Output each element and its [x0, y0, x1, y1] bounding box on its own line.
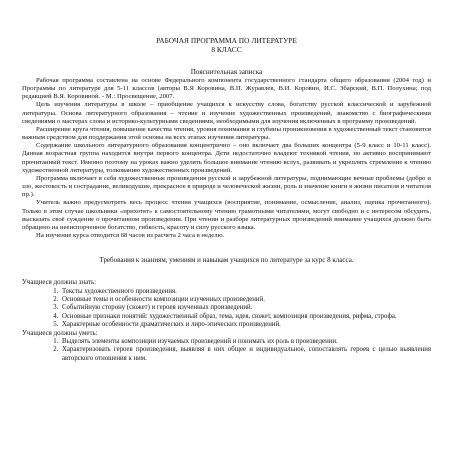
- paragraph: Программа включает в себя художественные произведения русской и зарубежной литературы, поднимающие вечные проблемы (добро и зло, жестокость и сострадание, великодушие, прекрасное в природе и человеческой жизни, роль и значение книги в жизни писателя и читателя пр.).: [22, 174, 431, 199]
- note-body: [22, 77, 431, 240]
- paragraph: Учитель важно предусмотреть весь процесс чтения учащихся (восприятие, понимание, осмысление, анализ, оценка прочитанного). Только в этом случае школьники «прихотят» к самостоятельному чтению грамотными читателями, могут свободно и с интересом обсудить, высказать своё суждение о прочитанном произведении. При чтении и разборе литературных произведений внимание учащихся должно быть обращено на нееиспорченное богатство, гибкость, красоту и силу русского языка.: [22, 199, 431, 231]
- paragraph: Содержание школьного литературного образования концентрично – оно включает два больших концентра (5-9 класс и 10-11 класс). Данная возрастная группа находится внутри первого концентра. Дети недостаточно владеют техникой чтения, но активно воспринимают прочитанный текст. Именно поэтому на уроках важно уделять большое внимание чтению вслух, развивать и укреплять стремление к чтению художественной литературы, толкованию художественных произведений.: [22, 142, 431, 174]
- note-heading: Пояснительная записка: [190, 68, 263, 76]
- list-item: 2. Характеризовать героев произведения, выявляя в них общее и индивидуальное, сопоставлять героев с целью выявления авторского отношения к ним.: [60, 346, 431, 363]
- paragraph: Цель изучения литературы в школе – приобщение учащихся к искусству слова, богатству русской классической и зарубежной литературы. Основа литературного образования – чтение и изучение художественных произведений, знакомство с биографическими сведениями о мастерах слова и историко-культурными сведениями, необходимыми для изучения включенных в программу произведений.: [22, 101, 431, 125]
- able-heading: Учащиеся должны уметь:: [22, 329, 98, 337]
- list-item: 3. Событийную сторону (сюжет) и героев изученных произведений.: [60, 304, 431, 312]
- paragraph: Расширение круга чтения, повышение качества чтения, уровня понимания и глубины проникновения в художественный текст становится важным средством для поддержания этой основы на всех этапах изучения литературы.: [22, 125, 431, 142]
- know-list: [22, 288, 431, 330]
- list-item: 1. Тексты художественного произведения.: [60, 288, 431, 296]
- list-item: 2. Основные темы и особенности композиции изученных произведений.: [60, 296, 431, 304]
- document-title: РАБОЧАЯ ПРОГРАММА ПО ЛИТЕРАТУРЕ: [156, 36, 297, 45]
- list-item: 5. Характерные особенности драматических и лиро-эпических произведений.: [60, 321, 431, 329]
- know-heading: Учащиеся должны знать:: [22, 279, 97, 287]
- paragraph: Рабочая программа составлена на основе Федерального компонента государственного стандарта общего образования (2004 год) и Программы по литературе для 5-11 классов (авторы В.Я Коровина, В.П. Журавлев, В.И. Коровин, И.С. Збарский, В.П. Полухина; под редакцией В.Я. Коровиной. - М.: Просвещение, 2007.: [22, 77, 431, 101]
- list-item: 4. Основные признаки понятий: художественный образ, тема, идея, сюжет, композиция произведения, рифма, строфа.: [60, 313, 431, 321]
- list-item: 1. Выделять элементы композиции изучаемых произведений и понимать их роль в произведении.: [60, 338, 431, 346]
- document-subtitle: 8 КЛАСС: [211, 45, 242, 54]
- paragraph: На изучение курса отводится 68 часов из расчета 2 часа в неделю.: [36, 231, 225, 239]
- requirements-heading: Требования к знаниям, умениям и навыкам учащихся по литературе за курс 8 класса.: [99, 256, 354, 265]
- able-list: [22, 338, 431, 363]
